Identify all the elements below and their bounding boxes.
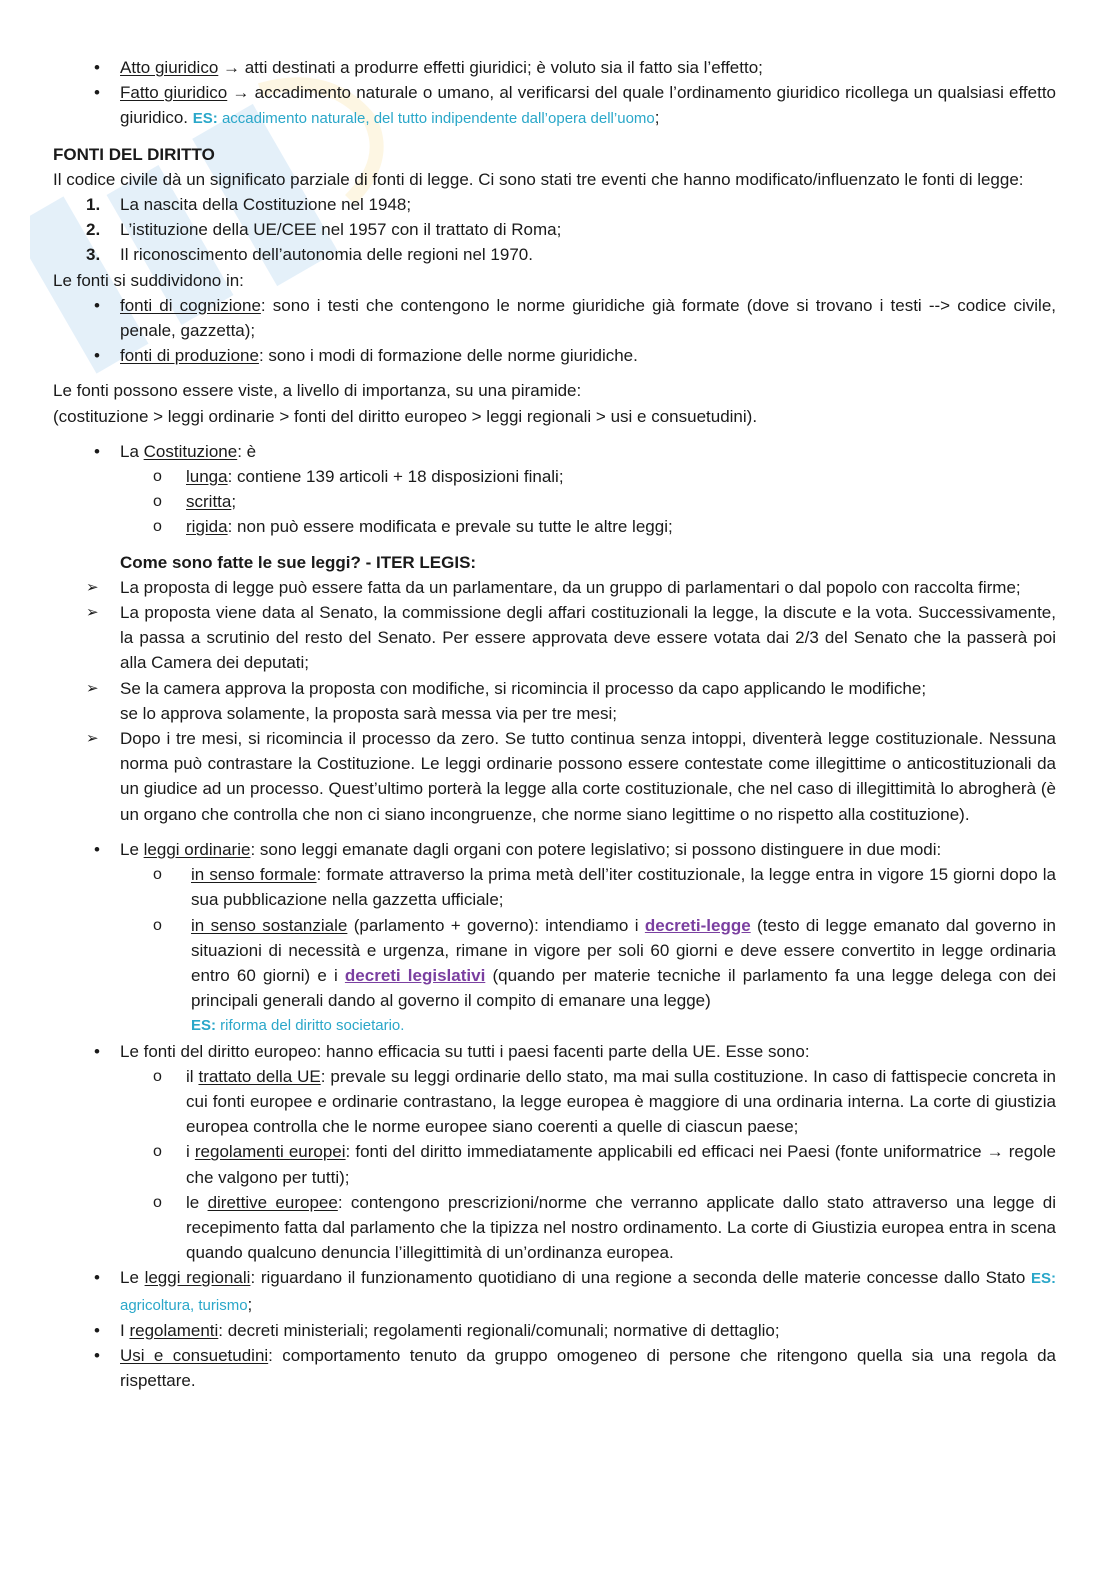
sub-list-item: [53, 913, 1056, 1039]
definition: → atti destinati a produrre effetti giuridici; è voluto sia il fatto sia l’effetto;: [218, 58, 763, 77]
term: trattato della UE: [198, 1066, 321, 1086]
list-item: [53, 80, 1056, 131]
definition: : contiene 139 articoli + 18 disposizioni finali;: [227, 467, 564, 487]
list-item: [53, 1343, 1056, 1393]
definition: ;: [231, 492, 237, 512]
circle-marker: o: [153, 518, 162, 536]
term: direttive europee: [207, 1192, 338, 1212]
definition: : riguardano il funzionamento quotidiano di una regione a seconda delle materie concesse dallo Stato: [250, 1268, 1031, 1288]
example-note: [193, 110, 655, 127]
term: rigida: [186, 517, 228, 537]
subheading: Come sono fatte le sue leggi? - ITER LEGIS:: [120, 552, 477, 572]
sub-list-item: [53, 862, 1056, 912]
bullet-marker: •: [94, 1041, 100, 1061]
term: regolamenti: [129, 1320, 219, 1340]
circle-marker: o: [153, 1143, 162, 1161]
list-item: [53, 55, 1056, 80]
example-text: agricoltura, turismo: [120, 1296, 248, 1314]
list-item: [53, 1039, 1056, 1064]
prefix: i: [186, 1142, 195, 1162]
arrow-marker: ➢: [86, 679, 99, 697]
sub-list-item: [53, 1139, 1056, 1189]
list-text: La nascita della Costituzione nel 1948;: [120, 195, 412, 215]
punctuation: ;: [247, 1294, 253, 1314]
example-text: riforma del diritto societario.: [216, 1017, 405, 1035]
term: regolamenti europei: [194, 1142, 346, 1162]
definition: → accadimento naturale o umano, al verificarsi del quale l’ordinamento giuridico ricollega un qualsiasi effetto giuridico.: [120, 83, 1057, 128]
term: Fatto giuridico: [120, 83, 228, 103]
bullet-marker: •: [94, 1320, 100, 1340]
term: leggi ordinarie: [143, 839, 251, 859]
definition: : sono i modi di formazione delle norme giuridiche.: [258, 346, 638, 366]
definition: : è: [237, 441, 257, 461]
list-item: [53, 343, 1056, 368]
list-item: [53, 837, 1056, 862]
term: Usi e consuetudini: [120, 1345, 269, 1365]
term: lunga: [186, 467, 228, 487]
definition: : contengono prescrizioni/norme che verranno applicate dallo stato attraverso una legge di recepimento fatta dal parlamento che la tipizza nel nostro ordinamento. La corte di Giustizia europea entra in scena quando qualcuno denuncia l’illegittimità di un’ordinanza europea.: [186, 1192, 1056, 1263]
sub-list-item: [53, 489, 1056, 514]
example-label: ES:: [191, 1017, 217, 1035]
list-number: 1.: [86, 195, 101, 215]
list-item: [53, 192, 1056, 217]
definition: : decreti ministeriali; regolamenti regionali/comunali; normative di dettaglio;: [218, 1320, 780, 1340]
list-item: [53, 217, 1056, 242]
list-item: [53, 1265, 1056, 1317]
arrow-marker: ➢: [86, 578, 99, 596]
arrow-list-item: [53, 600, 1056, 676]
arrow-list-item: [53, 726, 1056, 827]
arrow-list-item: [53, 676, 1056, 726]
term: in senso formale: [191, 865, 317, 885]
paragraph: (costituzione > leggi ordinarie > fonti del diritto europeo > leggi regionali > usi e consuetudini).: [53, 406, 758, 426]
term: fonti di cognizione: [120, 295, 261, 315]
definition: : prevale su leggi ordinarie dello stato, ma mai sulla costituzione. In caso di fattispecie concreta in cui fonti europee e ordinarie contrastano, la legge europea è maggiore di una ordinaria interna. La corte di giustizia europea controlla che le norme europee siano coerenti a quelle di ciascun paese;: [186, 1066, 1056, 1137]
bullet-marker: •: [94, 83, 100, 103]
bullet-marker: •: [94, 1345, 100, 1365]
circle-marker: o: [153, 916, 162, 934]
definition: : sono leggi emanate dagli organi con potere legislativo; si possono distinguere in due modi:: [250, 839, 942, 859]
list-item: [53, 293, 1056, 343]
prefix: La: [120, 441, 144, 461]
example-text: accadimento naturale, del tutto indipendente dall’opera dell’uomo: [217, 110, 655, 128]
punctuation: ;: [654, 108, 660, 128]
list-number: 3.: [86, 245, 101, 265]
definition: (quando per materie tecniche il parlamento fa una legge delega con dei principali generali dando al governo il compito di emanare una legge): [191, 965, 1057, 1011]
document-page: [53, 55, 1056, 1393]
sub-list-item: [53, 464, 1056, 489]
circle-marker: o: [153, 1067, 162, 1085]
bullet-marker: •: [94, 58, 100, 77]
term: scritta: [186, 492, 232, 512]
example-label: ES:: [192, 110, 218, 128]
prefix: le: [186, 1192, 208, 1212]
term: Atto giuridico: [120, 58, 219, 77]
paragraph: Il codice civile dà un significato parziale di fonti di legge. Ci sono stati tre eventi che hanno modificato/influenzato le fonti di legge:: [53, 169, 1024, 189]
paragraph: Le fonti possono essere viste, a livello di importanza, su una piramide:: [53, 381, 582, 401]
decreti-legge-link: decreti-legge: [644, 915, 751, 935]
circle-marker: o: [153, 1193, 162, 1211]
decreti-legislativi-link: decreti legislativi: [344, 965, 486, 985]
definition: (testo di legge emanato dal governo in situazioni di necessità e urgenza, rimane in vigore per soli 60 giorni e deve essere convertito in legge ordinaria entro 60 giorni) e i: [191, 915, 1056, 985]
term: leggi regionali: [144, 1268, 251, 1288]
definition: (parlamento + governo): intendiamo i: [347, 915, 645, 935]
definition: : sono i testi che contengono le norme giuridiche già formate (dove si trovano i testi --> codice civile, penale, gazzetta);: [120, 295, 1057, 341]
bullet-marker: •: [94, 441, 100, 461]
list-number: 2.: [86, 220, 101, 240]
definition: : formate attraverso la prima metà dell’iter costituzionale, la legge entra in vigore 15 giorni dopo la sua pubblicazione nella gazzetta ufficiale;: [191, 865, 1056, 910]
definition: : fonti del diritto immediatamente applicabili ed efficaci nei Paesi (fonte uniformatrice → regole che valgono per tutti);: [186, 1142, 1057, 1187]
paragraph: Le fonti si suddividono in:: [53, 270, 244, 290]
bullet-marker: •: [94, 346, 100, 366]
prefix: Le: [120, 1268, 145, 1288]
list-item: [53, 242, 1056, 267]
sub-list-item: [53, 1190, 1056, 1266]
term: fonti di produzione: [120, 346, 259, 366]
arrow-marker: ➢: [86, 730, 99, 748]
term: in senso sostanziale: [191, 915, 348, 935]
list-text: L’istituzione della UE/CEE nel 1957 con il trattato di Roma;: [120, 220, 562, 240]
bullet-marker: •: [94, 1268, 100, 1288]
list-item: [53, 1318, 1056, 1343]
list-text: Il riconoscimento dell’autonomia delle regioni nel 1970.: [120, 245, 533, 265]
term: Costituzione: [143, 441, 238, 461]
list-text-continued: se lo approva solamente, la proposta sarà messa via per tre mesi;: [120, 703, 618, 723]
example-note: [191, 1013, 1056, 1038]
example-label: ES:: [1031, 1270, 1057, 1288]
prefix: I: [120, 1320, 130, 1340]
list-text: Dopo i tre mesi, si ricomincia il processo da zero. Se tutto continua senza intoppi, diventerà legge costituzionale. Nessuna norma può contrastare la Costituzione. Le leggi ordinarie possono essere contestate come illegittime o anticostituzionali da un giudice ad un processo. Quest’ultimo porterà la legge alla corte costituzionale, che nel caso di illegittimità lo abrogherà (è un organo che controlla che non ci siano incongruenze, che norme siano legittime o no rispetto alla costituzione).: [120, 729, 1056, 824]
arrow-marker: ➢: [86, 604, 99, 622]
definition: : comportamento tenuto da gruppo omogeneo di persone che ritengono quella sia una regola da rispettare.: [120, 1345, 1056, 1391]
list-text: La proposta viene data al Senato, la commissione degli affari costituzionali la legge, la discute e la vota. Successivamente, la passa a scrutinio del resto del Senato. Per essere approvata deve essere votata dai 2/3 del Senato che la passerà poi alla Camera dei deputati;: [120, 603, 1056, 673]
definition: : non può essere modificata e prevale su tutte le altre leggi;: [227, 517, 673, 537]
sub-list-item: [53, 1064, 1056, 1140]
circle-marker: o: [153, 866, 162, 884]
list-item: [53, 439, 1056, 464]
section-heading: FONTI DEL DIRITTO: [53, 144, 215, 164]
definition: Le fonti del diritto europeo: hanno efficacia su tutti i paesi facenti parte della UE. Esse sono:: [120, 1041, 810, 1061]
list-text: La proposta di legge può essere fatta da un parlamentare, da un gruppo di parlamentari o dal popolo con raccolta firme;: [120, 577, 1021, 597]
prefix: Le: [120, 839, 144, 859]
circle-marker: o: [153, 468, 162, 486]
bullet-marker: •: [94, 839, 100, 859]
bullet-marker: •: [94, 295, 100, 315]
prefix: il: [186, 1066, 199, 1086]
circle-marker: o: [153, 493, 162, 511]
arrow-list-item: [53, 575, 1056, 600]
list-text: Se la camera approva la proposta con modifiche, si ricomincia il processo da capo applicando le modifiche;: [120, 678, 927, 698]
sub-list-item: [53, 514, 1056, 539]
